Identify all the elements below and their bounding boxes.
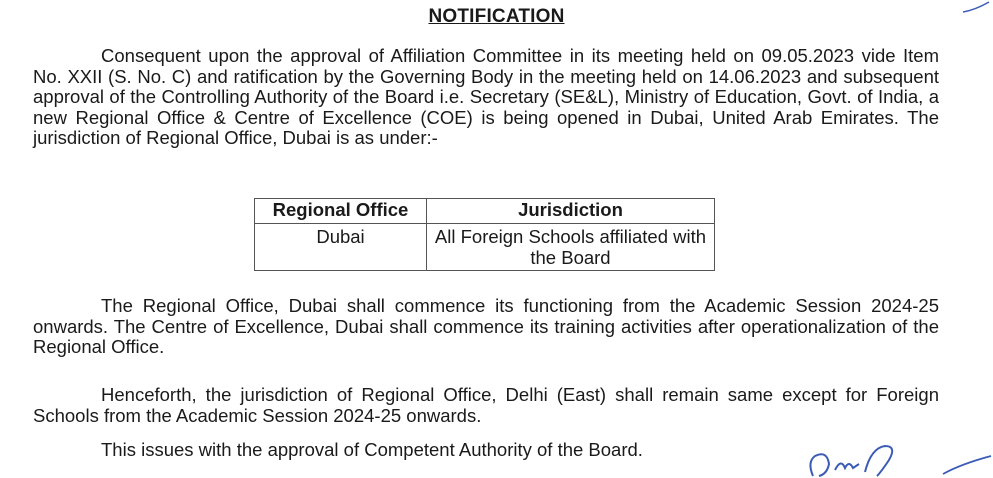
cell-regional-office: Dubai [255,224,427,271]
table-row [255,224,715,271]
table-header-row [255,199,715,224]
jurisdiction-table [254,198,715,271]
paragraph-delhi-jurisdiction: Henceforth, the jurisdiction of Regional Office, Delhi (East) shall remain same except for Foreign Schools from the Academic Session 2024-25 onwards. [33,384,939,426]
handwritten-signature [793,438,993,478]
header-regional-office: Regional Office [255,199,427,224]
paragraph-commencement: The Regional Office, Dubai shall commence its functioning from the Academic Session 2024-25 onwards. The Centre of Excellence, Dubai shall commence its training activities after operationalization of the Regional Office. [33,295,939,357]
cell-jurisdiction: All Foreign Schools affiliated with the Board [427,224,715,271]
header-jurisdiction: Jurisdiction [427,199,715,224]
document-title: NOTIFICATION [428,6,565,27]
paragraph-approval-authority: This issues with the approval of Competent Authority of the Board. [101,439,643,460]
paragraph-approval: Consequent upon the approval of Affiliation Committee in its meeting held on 09.05.2023 vide Item No. XXII (S. No. C) and ratification by the Governing Body in the meeting held on 14.06.2023 and subsequent approval of the Controlling Authority of the Board i.e. Secretary (SE&L), Ministry of Education, Govt. of India, a new Regional Office & Centre of Excellence (COE) is being opened in Dubai, United Arab Emirates. The jurisdiction of Regional Office, Dubai is as under:- [33,45,939,148]
